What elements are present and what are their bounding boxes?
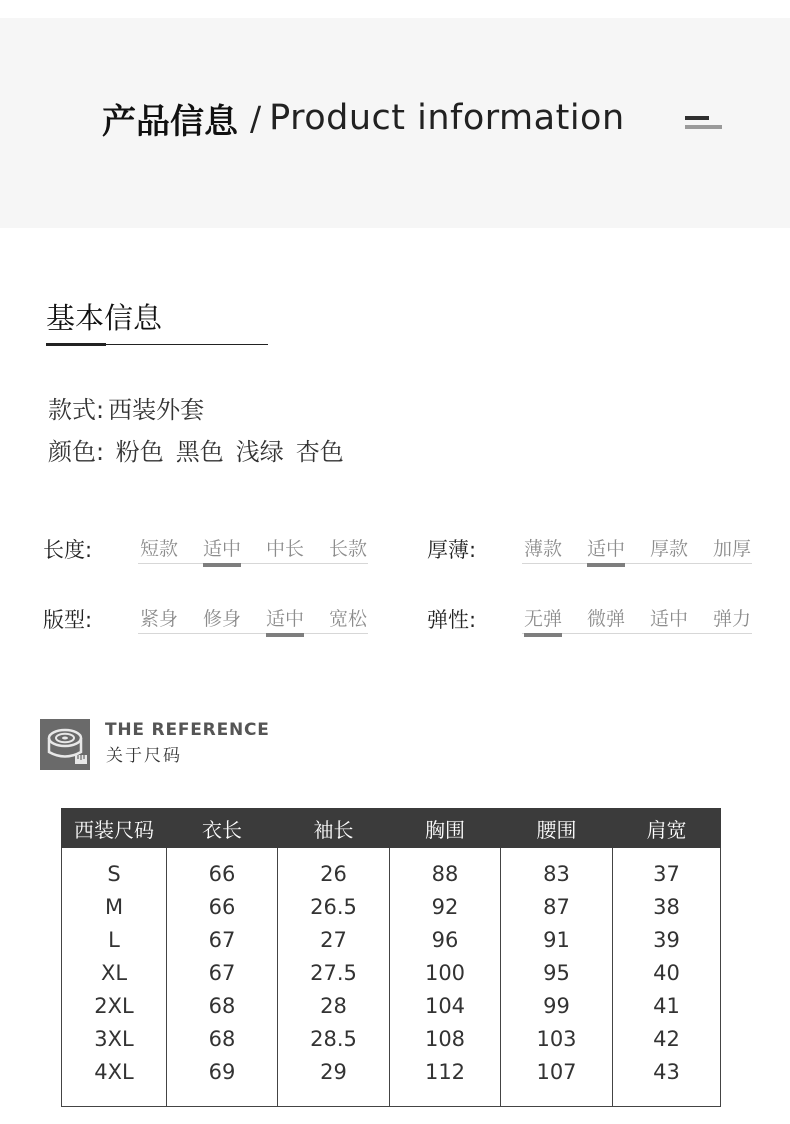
table-cell: 96 [390,923,501,956]
table-cell: L [62,923,167,956]
attr-option: 厚款 [650,538,689,560]
table-header-row [62,808,721,848]
attr-option-selected: 适中 [587,534,625,561]
table-cell: 37 [613,848,721,890]
color-info [48,432,356,467]
title-chinese: 产品信息 [102,101,238,142]
attr-option-selected: 无弹 [524,604,562,631]
measuring-tape-icon [40,719,90,770]
reference-title-en: THE REFERENCE [105,720,270,740]
title-english: Product information [269,98,625,138]
table-cell: 66 [167,848,278,890]
table-cell: S [62,848,167,890]
color-option: 杏色 [295,438,344,466]
attr-option: 微弹 [587,608,626,630]
table-cell: 28.5 [278,1022,390,1055]
table-cell: 87 [501,890,613,923]
table-cell: 38 [613,890,721,923]
table-cell: 66 [167,890,278,923]
table-cell: 107 [501,1055,613,1107]
table-row [62,989,721,1022]
attr-option: 紧身 [140,608,179,630]
attr-label-length: 长度: [43,538,93,562]
attr-scale-elasticity [522,602,752,636]
column-header: 腰围 [501,808,613,848]
attr-label-elasticity: 弹性: [427,608,477,632]
attr-option-selected: 适中 [203,534,241,561]
attr-scale-thickness [522,532,752,566]
attr-scale-length [138,532,368,566]
style-label: 款式: [48,396,105,424]
style-info [48,390,204,425]
table-cell: 28 [278,989,390,1022]
table-row [62,923,721,956]
section-title-basic-info: 基本信息 [46,301,163,335]
attr-option: 修身 [203,608,242,630]
attr-option: 长款 [329,538,368,560]
attr-option: 短款 [140,538,179,560]
table-cell: 41 [613,989,721,1022]
section-divider-accent [46,343,106,346]
table-cell: 91 [501,923,613,956]
table-cell: 3XL [62,1022,167,1055]
table-cell: 27.5 [278,956,390,989]
column-header: 袖长 [278,808,390,848]
color-label: 颜色: [48,438,105,466]
table-cell: 68 [167,989,278,1022]
table-cell: XL [62,956,167,989]
page-title [102,96,625,140]
table-cell: 67 [167,956,278,989]
table-cell: 100 [390,956,501,989]
color-option: 黑色 [175,438,224,466]
table-cell: 40 [613,956,721,989]
table-cell: 112 [390,1055,501,1107]
table-cell: 39 [613,923,721,956]
column-header: 胸围 [390,808,501,848]
table-row [62,956,721,989]
table-cell: 67 [167,923,278,956]
color-option: 粉色 [115,438,164,466]
attr-label-thickness: 厚薄: [427,538,477,562]
color-option: 浅绿 [235,438,284,466]
attr-option-selected: 适中 [266,604,304,631]
table-cell: 42 [613,1022,721,1055]
size-table [61,808,721,1107]
attr-option: 弹力 [713,608,752,630]
table-row [62,890,721,923]
column-header: 衣长 [167,808,278,848]
column-header: 肩宽 [613,808,721,848]
table-cell: 104 [390,989,501,1022]
title-separator: / [250,98,262,138]
table-cell: 29 [278,1055,390,1107]
table-row [62,1055,721,1107]
attr-option: 薄款 [524,538,563,560]
table-cell: 103 [501,1022,613,1055]
table-cell: 26 [278,848,390,890]
column-header: 西装尺码 [62,808,167,848]
table-cell: 95 [501,956,613,989]
table-cell: 26.5 [278,890,390,923]
reference-title-cn: 关于尺码 [106,746,182,766]
attr-option: 加厚 [713,538,752,560]
attr-label-fit: 版型: [43,608,93,632]
attr-scale-fit [138,602,368,636]
table-cell: 27 [278,923,390,956]
table-cell: 2XL [62,989,167,1022]
table-row [62,1022,721,1055]
table-cell: 69 [167,1055,278,1107]
table-cell: M [62,890,167,923]
attr-option: 宽松 [329,608,368,630]
table-cell: 43 [613,1055,721,1107]
table-cell: 88 [390,848,501,890]
table-cell: 108 [390,1022,501,1055]
table-cell: 83 [501,848,613,890]
decorative-bars-icon [685,116,725,132]
table-cell: 68 [167,1022,278,1055]
table-cell: 92 [390,890,501,923]
table-cell: 99 [501,989,613,1022]
table-cell: 4XL [62,1055,167,1107]
attr-option: 适中 [650,608,689,630]
style-value: 西装外套 [108,396,205,424]
attr-option: 中长 [266,538,305,560]
table-row [62,848,721,890]
